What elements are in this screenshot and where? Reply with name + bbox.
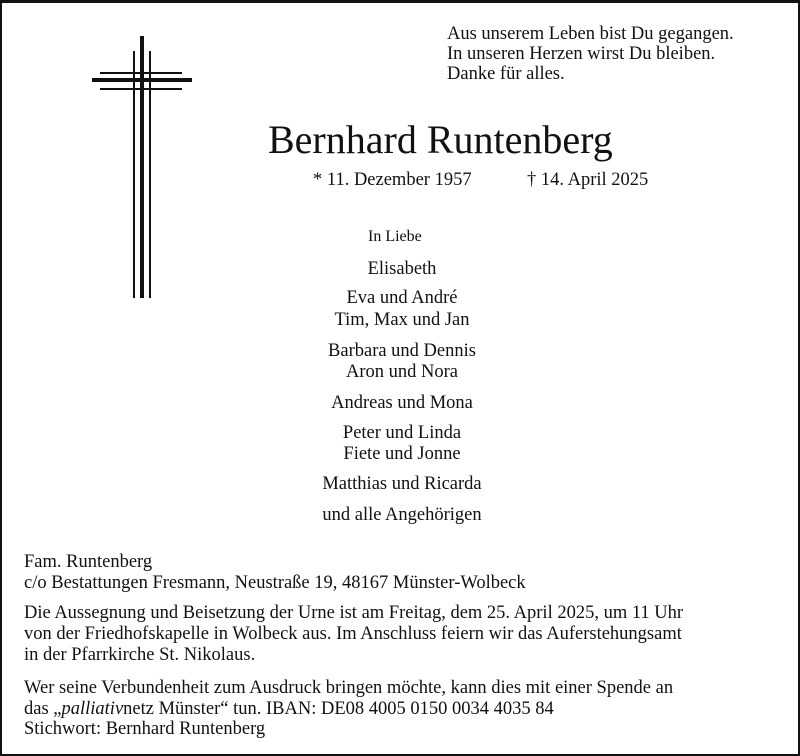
deceased-name: Bernhard Runtenberg	[268, 117, 613, 162]
mourner: und alle Angehörigen	[322, 505, 482, 525]
donation-line: Wer seine Verbundenheit zum Ausdruck bringen möchte, kann dies mit einer Spende an	[24, 678, 674, 698]
death-date: † 14. April 2025	[527, 170, 649, 190]
mourner: Barbara und Dennis	[328, 341, 476, 361]
mourner: Fiete und Jonne	[343, 444, 461, 464]
mourner: Andreas und Mona	[331, 393, 473, 413]
verse-line: Danke für alles.	[447, 64, 565, 84]
verse-line: Aus unserem Leben bist Du gegangen.	[447, 24, 734, 44]
verse-line: In unseren Herzen wirst Du bleiben.	[447, 44, 716, 64]
mourner: Elisabeth	[367, 259, 437, 279]
ceremony-line: von der Friedhofskapelle in Wolbeck aus. Im Anschluss feiern wir das Auferstehungsamt	[24, 624, 682, 644]
birth-date: * 11. Dezember 1957	[313, 170, 472, 190]
donation-keyword: Stichwort: Bernhard Runtenberg	[24, 719, 266, 739]
donation-line	[24, 699, 554, 720]
mourner: Peter und Linda	[342, 423, 462, 443]
address-line: c/o Bestattungen Fresmann, Neustraße 19, 48167 Münster-Wolbeck	[24, 573, 526, 593]
address-line: Fam. Runtenberg	[24, 552, 153, 572]
palliativ-italic: palliativ	[61, 699, 124, 719]
mourner: Tim, Max und Jan	[334, 310, 470, 330]
donation-prefix: das „	[24, 699, 62, 719]
ceremony-line: Die Aussegnung und Beisetzung der Urne ist am Freitag, dem 25. April 2025, um 11 Uhr	[24, 603, 684, 623]
ceremony-line: in der Pfarrkirche St. Nikolaus.	[24, 645, 256, 665]
in-love-label: In Liebe	[368, 228, 422, 245]
mourner: Matthias und Ricarda	[322, 474, 482, 494]
donation-iban: netz Münster“ tun. IBAN: DE08 4005 0150 0034 4035 84	[123, 699, 554, 719]
mourner: Aron und Nora	[345, 362, 458, 382]
mourner: Eva und André	[346, 288, 458, 308]
